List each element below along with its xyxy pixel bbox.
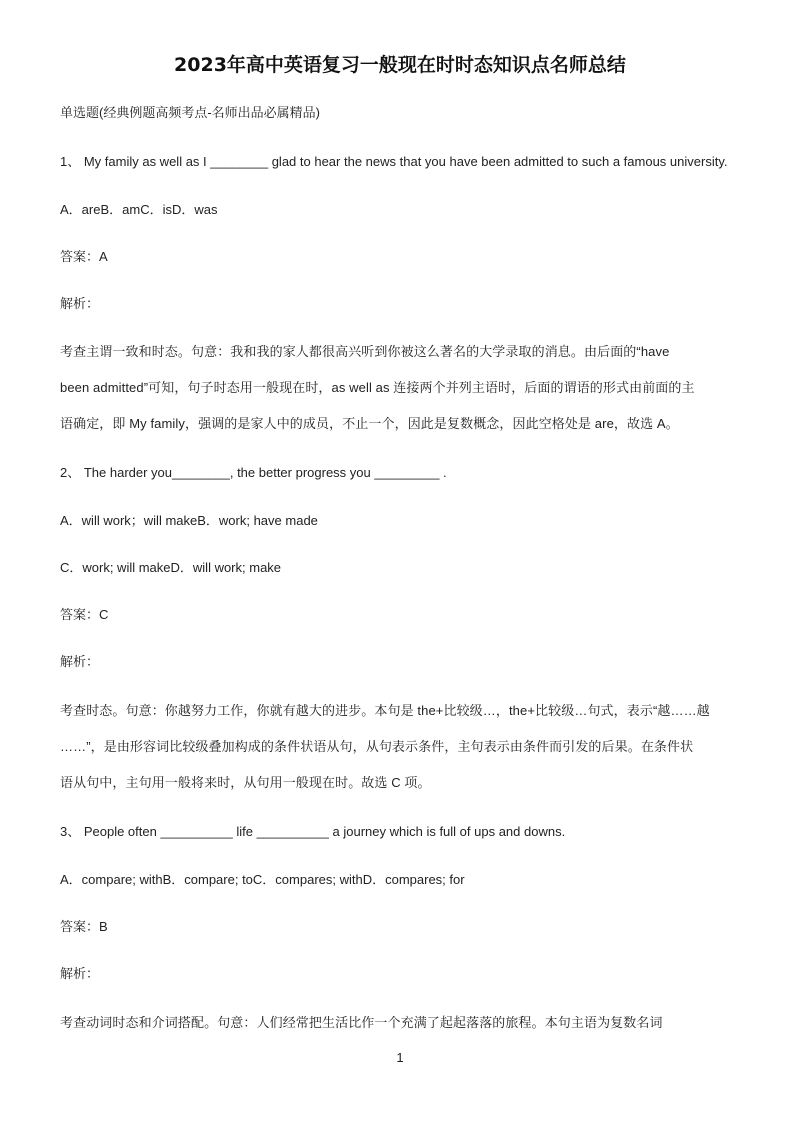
question-1-explanation-line: 考查主谓一致和时态。句意：我和我的家人都很高兴听到你被这么著名的大学录取的消息。由后面的“have bbox=[60, 344, 670, 359]
question-2-explanation-line: 语从句中，主句用一般将来时，从句用一般现在时。故选 C 项。 bbox=[60, 775, 431, 790]
question-1-explanation-line: 语确定，即 My family，强调的是家人中的成员，不止一个，因此是复数概念，因此空格处是 are，故选 A。 bbox=[60, 416, 679, 431]
question-1-stem: 1、 My family as well as I ________ glad to hear the news that you have been admitted to such a famous university. bbox=[60, 154, 728, 169]
question-3-options: A．compare; withB．compare; toC．compares; withD．compares; for bbox=[60, 872, 465, 887]
question-2-stem: 2、 The harder you________, the better progress you _________ . bbox=[60, 465, 447, 480]
question-3-stem: 3、 People often __________ life __________ a journey which is full of ups and downs. bbox=[60, 824, 566, 839]
question-1-analysis-label: 解析： bbox=[60, 296, 100, 311]
page-title: 2023年高中英语复习一般现在时时态知识点名师总结 bbox=[174, 54, 626, 76]
question-2-options-line: A．will work；will makeB．work; have made bbox=[60, 513, 318, 528]
question-2-analysis-label: 解析： bbox=[60, 654, 100, 669]
question-1-explanation-line: been admitted”可知，句子时态用一般现在时，as well as 连接两个并列主语时，后面的谓语的形式由前面的主 bbox=[60, 380, 695, 395]
page-number: 1 bbox=[396, 1050, 404, 1065]
question-2-explanation-line: 考查时态。句意：你越努力工作，你就有越大的进步。本句是 the+比较级…，the+比较级…句式，表示“越……越 bbox=[60, 703, 710, 718]
question-2-explanation-line: ……”，是由形容词比较级叠加构成的条件状语从句，从句表示条件，主句表示由条件而引发的后果。在条件状 bbox=[60, 739, 694, 754]
question-2-options-line: C．work; will makeD．will work; make bbox=[60, 560, 282, 575]
question-3-answer: 答案：B bbox=[60, 919, 108, 934]
question-3-explanation-line: 考查动词时态和介词搭配。句意：人们经常把生活比作一个充满了起起落落的旅程。本句主语为复数名词 bbox=[60, 1015, 663, 1030]
section-heading: 单选题(经典例题高频考点-名师出品必属精品) bbox=[60, 105, 320, 120]
question-1-answer: 答案：A bbox=[60, 249, 108, 264]
question-2-answer: 答案：C bbox=[60, 607, 109, 622]
question-1-options: A．areB．amC．isD．was bbox=[60, 202, 218, 217]
question-3-analysis-label: 解析： bbox=[60, 966, 100, 981]
